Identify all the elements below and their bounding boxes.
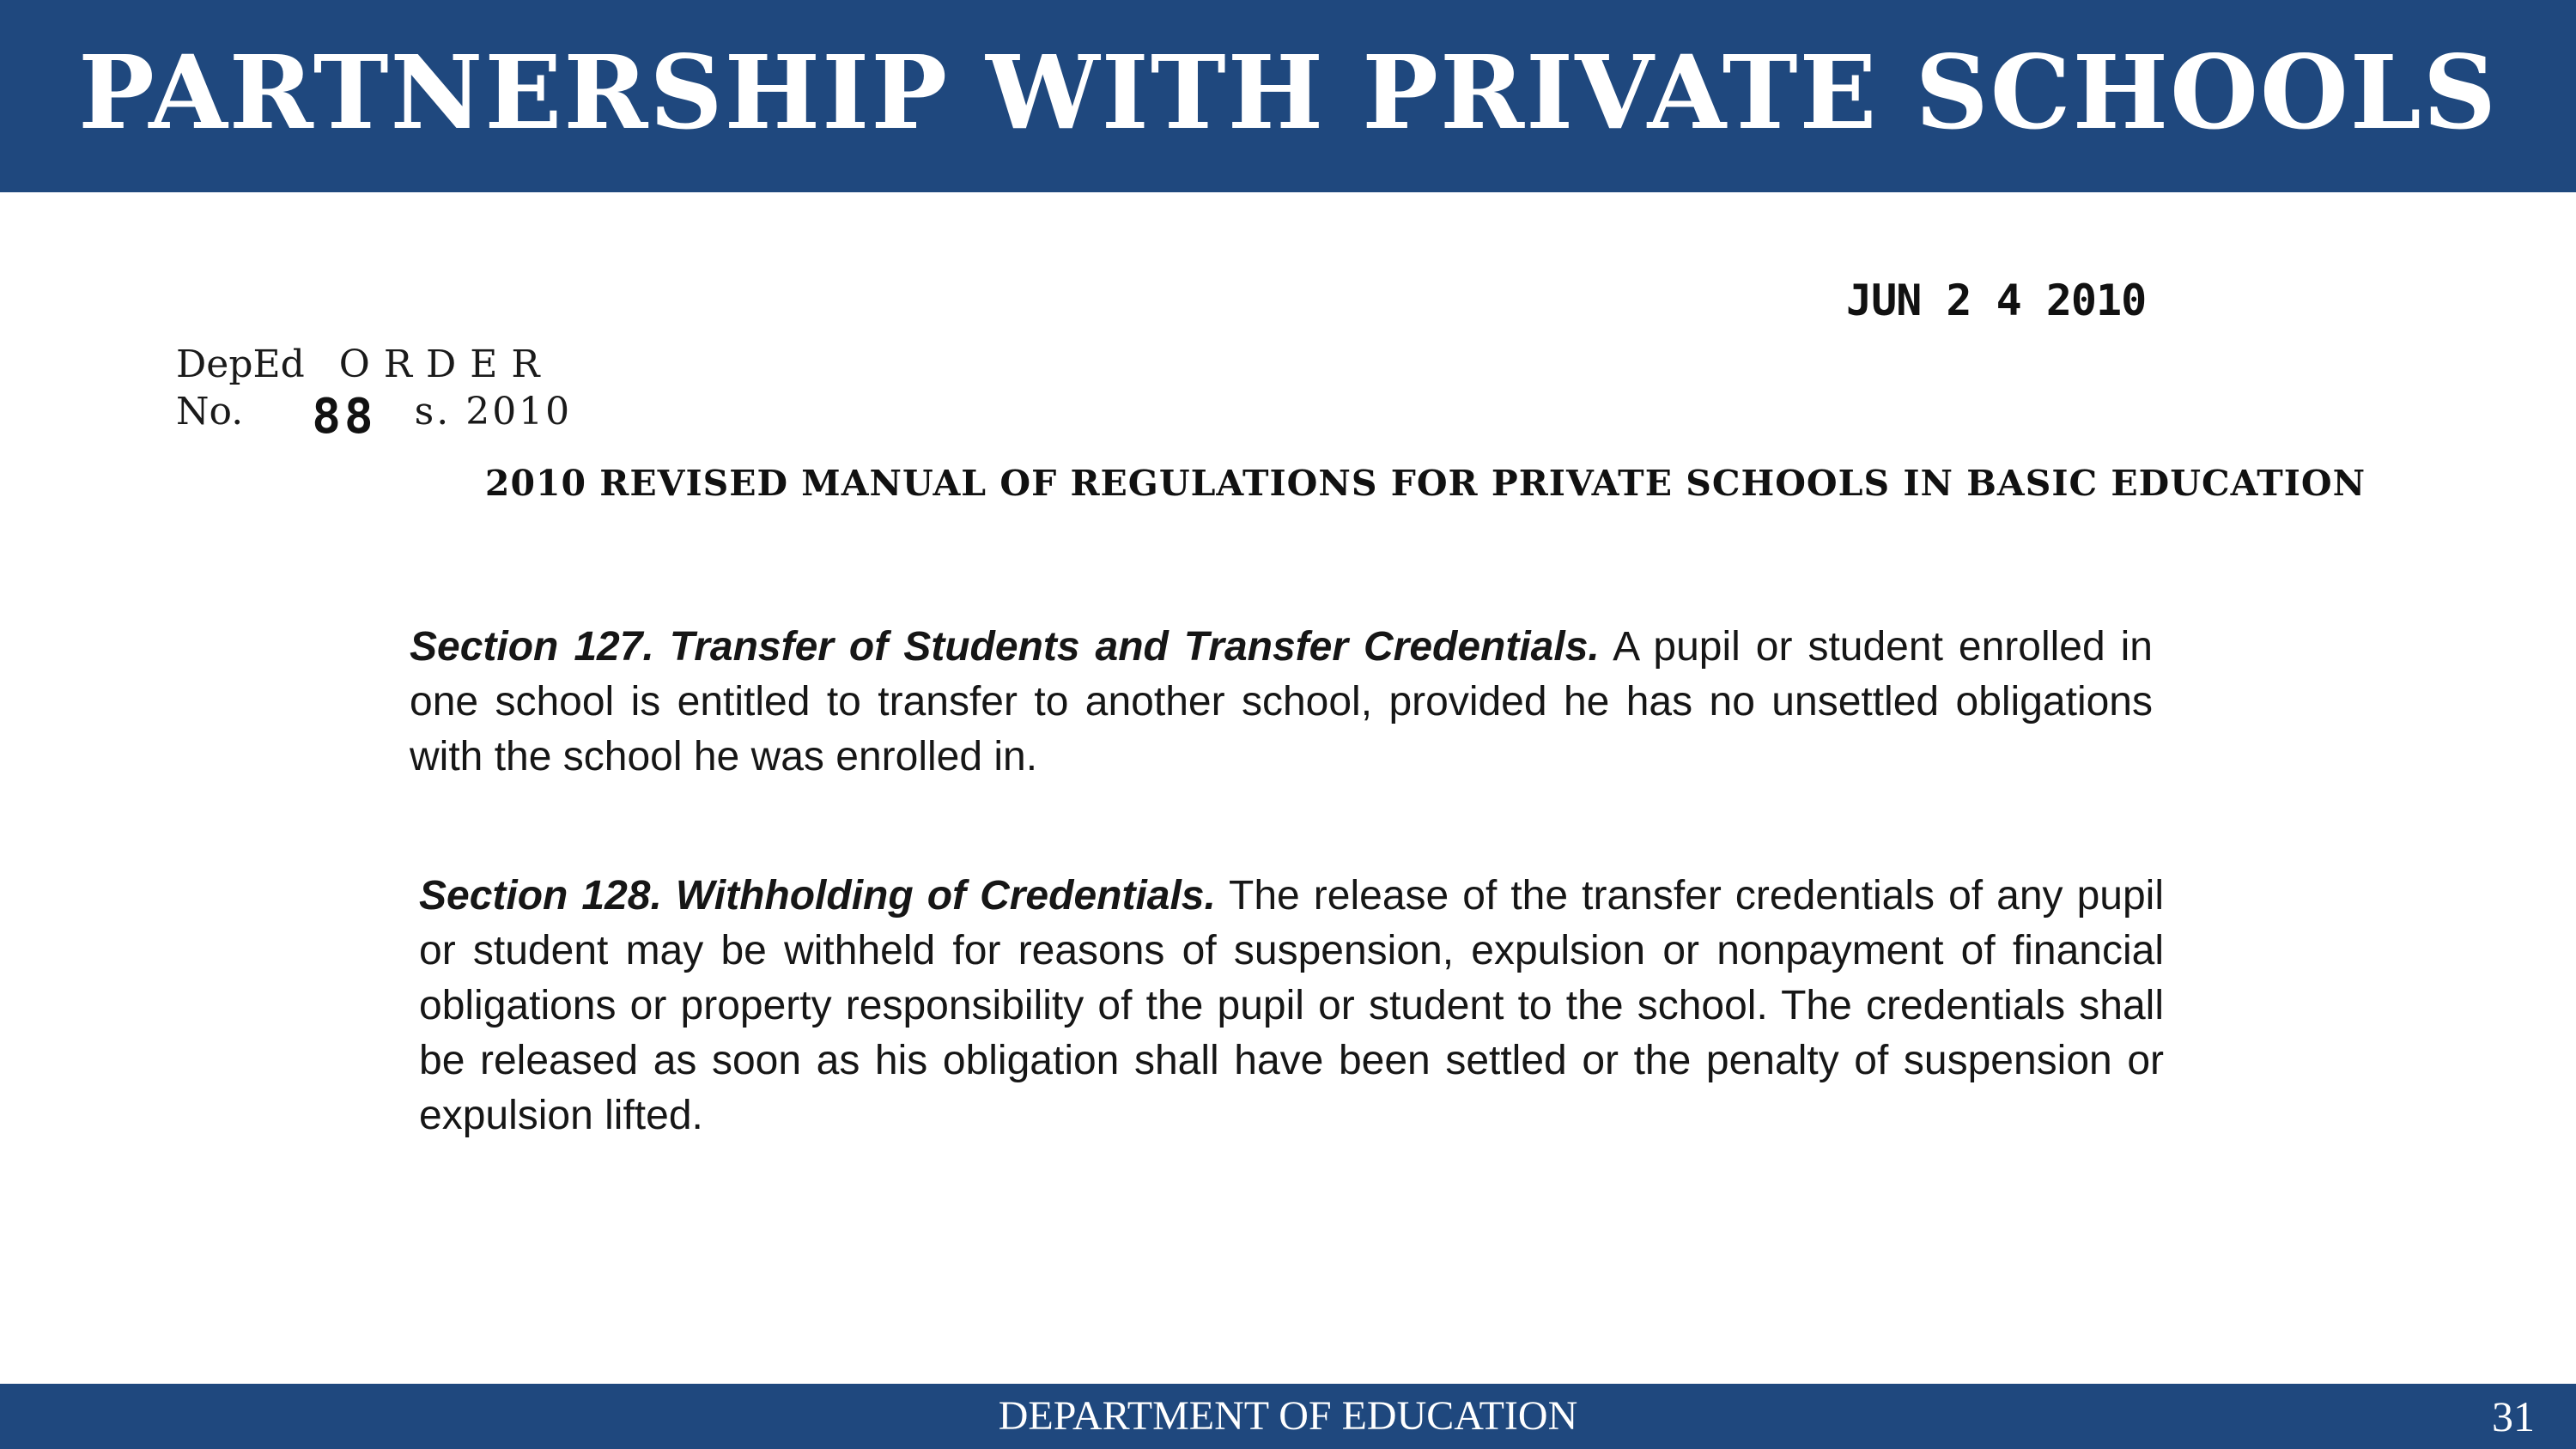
section-128-heading: Section 128. Withholding of Credentials. <box>419 873 1216 919</box>
order-word: ORDER <box>338 343 554 386</box>
order-series: s. 2010 <box>414 390 573 433</box>
order-prefix: DepEd <box>176 343 305 386</box>
order-number: 88 <box>312 389 377 445</box>
section-128 <box>419 869 2164 1143</box>
page-number: 31 <box>2492 1392 2535 1440</box>
manual-title: 2010 REVISED MANUAL OF REGULATIONS FOR PRIVATE SCHOOLS IN BASIC EDUCATION <box>484 463 2366 504</box>
footer-label: DEPARTMENT OF EDUCATION <box>998 1393 1578 1439</box>
document-date: JUN 2 4 2010 <box>1846 276 2147 325</box>
order-number-line <box>176 385 573 445</box>
section-127 <box>410 620 2153 785</box>
number-label: No. <box>176 390 244 433</box>
section-128-body: The release of the transfer credentials of any pupil or student may be withheld for reasons of suspension, expulsion or nonpayment of financial obligations or property responsibility of the pupil or student to the school. The credentials shall be released as soon as his obligation shall have been settled or the penalty of suspension or expulsion lifted. <box>419 873 2164 1138</box>
section-127-body: A pupil or student enrolled in one school is entitled to transfer to another school, provided he has no unsettled obligations with the school he was enrolled in. <box>410 624 2154 779</box>
order-heading <box>176 343 554 386</box>
slide-title: PARTNERSHIP WITH PRIVATE SCHOOLS <box>78 33 2498 152</box>
section-127-heading: Section 127. Transfer of Students and Transfer Credentials. <box>410 624 1600 670</box>
